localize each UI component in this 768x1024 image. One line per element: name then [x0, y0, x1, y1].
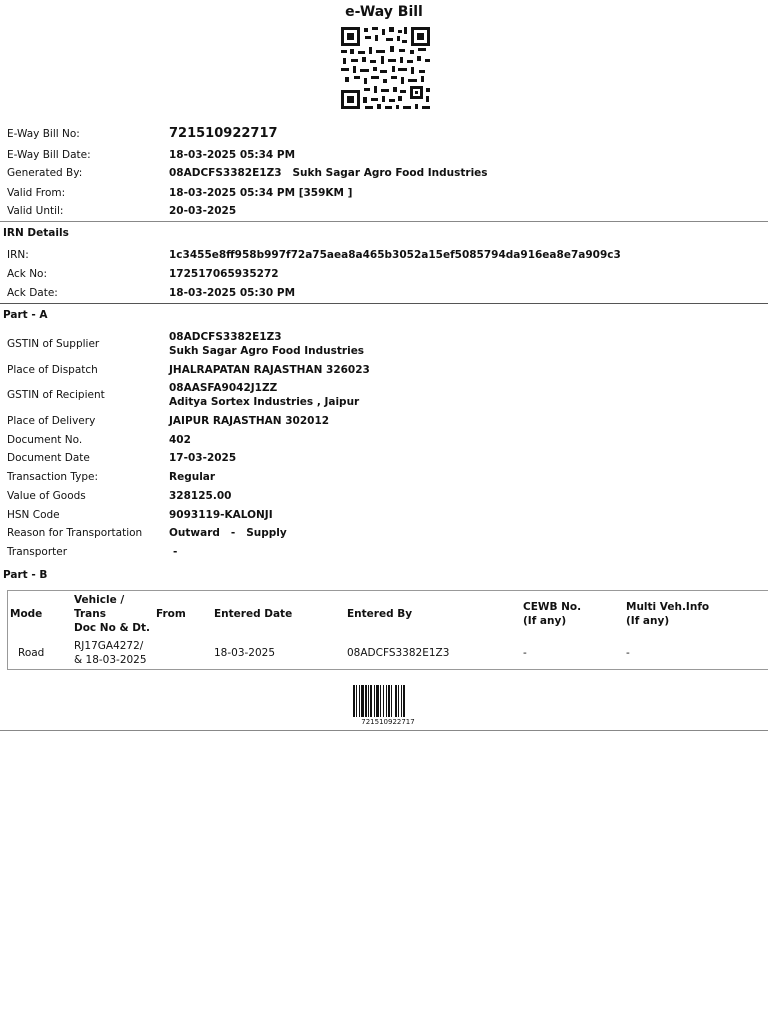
col-header-multi-veh: (If any) — [626, 615, 670, 627]
row-entered-date: 18-03-2025 — [214, 647, 276, 659]
divider — [0, 730, 768, 731]
reason-value: Outward - Supply — [169, 527, 287, 539]
barcode-bar — [356, 685, 357, 717]
hsn-label: HSN Code — [7, 509, 60, 521]
irn-label: IRN: — [7, 249, 29, 261]
part-a-heading: Part - A — [3, 309, 48, 321]
barcode-bar — [391, 685, 392, 717]
barcode-bar — [401, 685, 402, 717]
dispatch-value: JHALRAPATAN RAJASTHAN 326023 — [169, 364, 370, 376]
row-mode: Road — [18, 647, 45, 659]
barcode-bar — [359, 685, 360, 717]
goods-value-value: 328125.00 — [169, 490, 232, 502]
barcode-bar — [388, 685, 390, 717]
doc-date-value: 17-03-2025 — [169, 452, 237, 464]
barcode-bar — [383, 685, 384, 717]
ack-no-value: 172517065935272 — [169, 268, 279, 280]
barcode-bar — [386, 685, 387, 717]
ewb-no-value: 721510922717 — [169, 126, 278, 141]
generated-by-value: 08ADCFS3382E1Z3 Sukh Sagar Agro Food Industries — [169, 167, 488, 179]
col-header-vehicle: Doc No & Dt. — [74, 622, 151, 634]
ack-date-label: Ack Date: — [7, 287, 58, 299]
txn-type-label: Transaction Type: — [7, 471, 99, 483]
irn-value: 1c3455e8ff958b997f72a75aea8a465b3052a15ef5085794da916ea8e7a909c3 — [169, 249, 621, 261]
reason-label: Reason for Transportation — [7, 527, 143, 539]
delivery-value: JAIPUR RAJASTHAN 302012 — [169, 415, 330, 427]
row-vehicle: RJ17GA4272/ — [74, 640, 144, 652]
ewb-date-value: 18-03-2025 05:34 PM — [169, 149, 296, 161]
part-b-heading: Part - B — [3, 569, 48, 581]
recipient-gstin-value: 08AASFA9042J1ZZ — [169, 382, 278, 394]
col-header-from: From — [156, 608, 186, 620]
txn-type-value: Regular — [169, 471, 216, 483]
supplier-name-value: Sukh Sagar Agro Food Industries — [169, 345, 365, 357]
col-header-vehicle: Trans — [74, 608, 106, 620]
col-header-mode: Mode — [10, 608, 43, 620]
row-vehicle-date: & 18-03-2025 — [74, 654, 147, 666]
col-header-cewb: (If any) — [523, 615, 567, 627]
doc-date-label: Document Date — [7, 452, 90, 464]
col-header-multi-veh: Multi Veh.Info — [626, 601, 710, 613]
barcode-number: 721510922717 — [361, 718, 415, 726]
irn-heading: IRN Details — [3, 227, 69, 239]
barcode-bar — [376, 685, 379, 717]
barcode-bar — [361, 685, 364, 717]
supplier-gstin-value: 08ADCFS3382E1Z3 — [169, 331, 282, 343]
valid-until-value: 20-03-2025 — [169, 205, 237, 217]
goods-value-label: Value of Goods — [7, 490, 86, 502]
barcode-bar — [370, 685, 372, 717]
valid-from-label: Valid From: — [7, 187, 66, 199]
ack-date-value: 18-03-2025 05:30 PM — [169, 287, 296, 299]
barcode-bar — [365, 685, 367, 717]
recipient-name-value: Aditya Sortex Industries , Jaipur — [169, 396, 360, 408]
ewb-date-label: E-Way Bill Date: — [7, 149, 91, 161]
qr-code — [340, 26, 431, 110]
barcode-bar — [353, 685, 355, 717]
row-multi-veh: - — [626, 647, 630, 659]
page-title: e-Way Bill — [345, 4, 423, 20]
col-header-entered-date: Entered Date — [214, 608, 293, 620]
row-cewb: - — [523, 647, 527, 659]
col-header-entered-by: Entered By — [347, 608, 413, 620]
barcode-bar — [374, 685, 375, 717]
doc-no-label: Document No. — [7, 434, 83, 446]
delivery-label: Place of Delivery — [7, 415, 96, 427]
dispatch-label: Place of Dispatch — [7, 364, 98, 376]
divider — [0, 221, 768, 222]
hsn-value: 9093119-KALONJI — [169, 509, 273, 521]
barcode-bar — [398, 685, 399, 717]
generated-by-label: Generated By: — [7, 167, 83, 179]
valid-from-value: 18-03-2025 05:34 PM [359KM ] — [169, 187, 353, 199]
col-header-vehicle: Vehicle / — [74, 594, 125, 606]
doc-no-value: 402 — [169, 434, 191, 446]
supplier-gstin-label: GSTIN of Supplier — [7, 338, 100, 350]
barcode-bar — [403, 685, 405, 717]
barcode-bar — [368, 685, 369, 717]
transporter-label: Transporter — [7, 546, 68, 558]
transporter-value: - — [173, 546, 178, 558]
ack-no-label: Ack No: — [7, 268, 48, 280]
recipient-gstin-label: GSTIN of Recipient — [7, 389, 105, 401]
divider — [0, 303, 768, 304]
valid-until-label: Valid Until: — [7, 205, 64, 217]
barcode-bar — [395, 685, 397, 717]
ewb-no-label: E-Way Bill No: — [7, 128, 80, 140]
barcode — [353, 685, 423, 719]
barcode-bar — [380, 685, 381, 717]
col-header-cewb: CEWB No. — [523, 601, 582, 613]
row-entered-by: 08ADCFS3382E1Z3 — [347, 647, 450, 659]
